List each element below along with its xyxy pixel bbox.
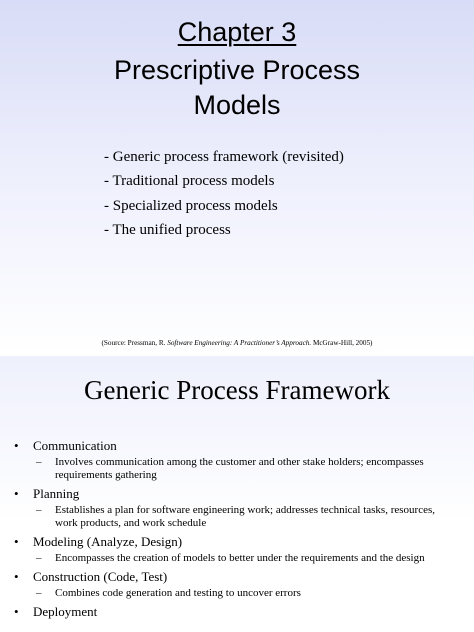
- bullet-icon: •: [14, 486, 19, 501]
- slide-title-line-1: Prescriptive Process: [113, 55, 361, 85]
- bullet-icon: •: [14, 438, 19, 453]
- dash-icon: –: [36, 587, 42, 599]
- bullet-icon: •: [14, 569, 19, 584]
- framework-item-planning: [0, 486, 474, 530]
- framework-list: [0, 438, 474, 620]
- dash-icon: –: [36, 552, 42, 564]
- dash-icon: –: [36, 456, 42, 468]
- framework-item-deployment: [0, 604, 474, 620]
- dash-icon: –: [36, 504, 42, 516]
- source-book-title: Software Engineering: A Practitioner’s Approach.: [167, 339, 312, 347]
- topic-item: - Specialized process models: [104, 197, 278, 214]
- topic-item: - The unified process: [104, 221, 231, 238]
- topic-list: [104, 145, 344, 242]
- topic-item: - Traditional process models: [104, 173, 275, 190]
- framework-item-label: Deployment: [33, 604, 98, 619]
- framework-item-label: Communication: [33, 438, 117, 453]
- slide-title-line-2: Models: [193, 90, 281, 120]
- source-citation: [0, 339, 474, 347]
- framework-item-description: Combines code generation and testing to uncover errors: [55, 587, 301, 599]
- framework-item-description: Establishes a plan for software engineering work; addresses technical tasks, resources, work products, and work schedule: [55, 504, 435, 529]
- bullet-icon: •: [14, 534, 19, 549]
- framework-item-communication: [0, 438, 474, 482]
- framework-item-construction: [0, 569, 474, 600]
- topic-item: - Generic process framework (revisited): [104, 149, 344, 165]
- bullet-icon: •: [14, 604, 19, 619]
- framework-item-label: Planning: [33, 486, 80, 501]
- framework-item-label: Modeling (Analyze, Design): [33, 534, 183, 549]
- source-prefix: (Source: Pressman, R.: [101, 339, 168, 347]
- slide-framework: [0, 356, 474, 632]
- slide-title: Generic Process Framework: [84, 375, 390, 405]
- chapter-heading: Chapter 3: [177, 17, 297, 47]
- framework-item-label: Construction (Code, Test): [33, 569, 168, 584]
- framework-item-description: Encompasses the creation of models to better under the requirements and the design: [55, 552, 425, 564]
- framework-item-modeling: [0, 534, 474, 565]
- source-suffix: McGraw-Hill, 2005): [311, 339, 373, 347]
- framework-item-description: Involves communication among the customer and other stake holders; encompasses requirements gathering: [55, 456, 424, 481]
